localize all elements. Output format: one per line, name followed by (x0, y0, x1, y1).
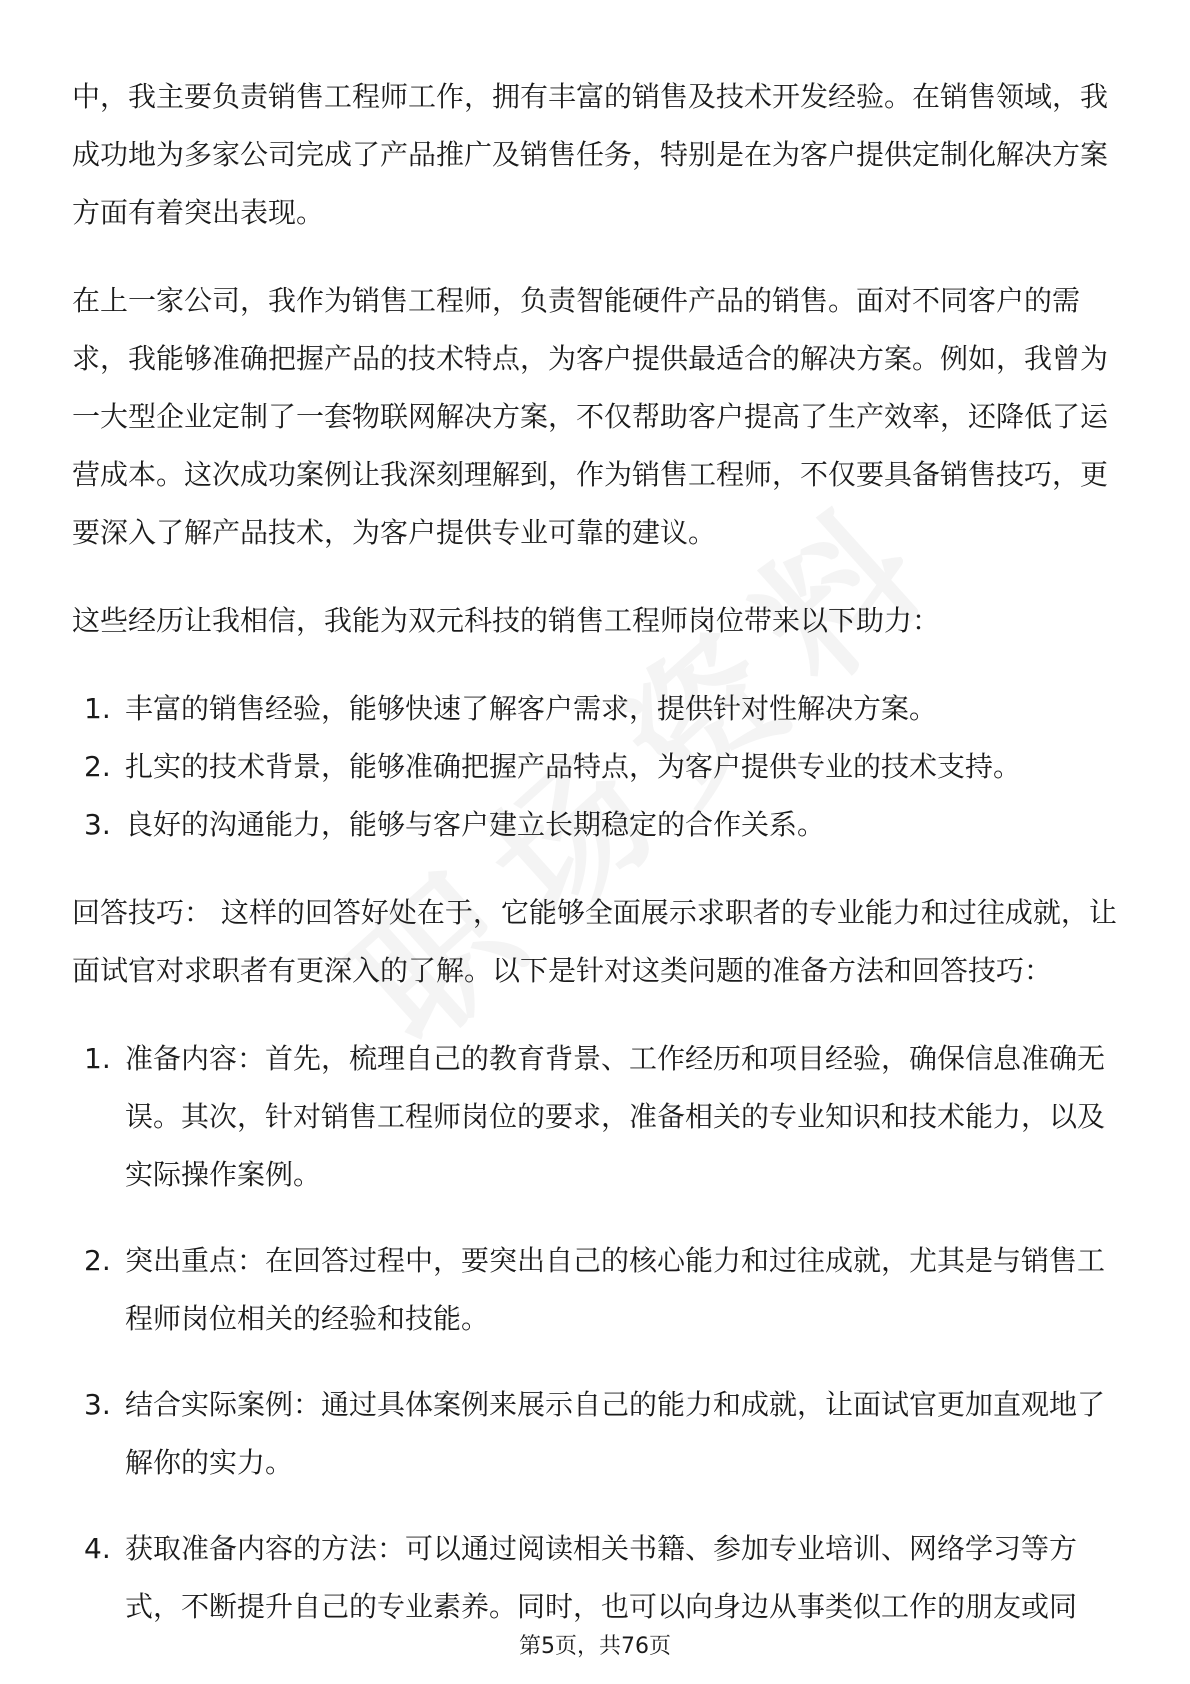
list-item (72, 1520, 1122, 1636)
list-text: 获取准备内容的方法：可以通过阅读相关书籍、参加专业培训、网络学习等方式，不断提升自己的专业素养。同时，也可以向身边从事类似工作的朋友或同 (125, 1532, 1078, 1623)
paragraph-experience: 中，我主要负责销售工程师工作，拥有丰富的销售及技术开发经验。在销售领域，我成功地为多家公司完成了产品推广及销售任务，特别是在为客户提供定制化解决方案方面有着突出表现。 (72, 80, 1109, 229)
list-item (72, 738, 1122, 796)
list-number: 3. (84, 808, 111, 841)
list-number: 4. (84, 1532, 111, 1565)
list-item (72, 1232, 1122, 1348)
list-text: 准备内容：首先，梳理自己的教育背景、工作经历和项目经验，确保信息准确无误。其次，针对销售工程师岗位的要求，准备相关的专业知识和技术能力，以及实际操作案例。 (125, 1042, 1106, 1191)
list-item (72, 1030, 1122, 1204)
list-text: 扎实的技术背景，能够准确把握产品特点，为客户提供专业的技术支持。 (125, 750, 1022, 783)
list-item (72, 796, 1122, 854)
contribution-list (72, 680, 1122, 854)
list-number: 1. (84, 692, 111, 725)
list-number: 1. (84, 1042, 111, 1075)
list-text: 良好的沟通能力，能够与客户建立长期稳定的合作关系。 (125, 808, 826, 841)
list-number: 2. (84, 750, 111, 783)
list-number: 3. (84, 1388, 111, 1421)
document-body (72, 68, 1122, 1666)
list-item (72, 680, 1122, 738)
list-text: 突出重点：在回答过程中，要突出自己的核心能力和过往成就，尤其是与销售工程师岗位相关的经验和技能。 (125, 1244, 1106, 1335)
tips-list (72, 1030, 1122, 1636)
list-text: 结合实际案例：通过具体案例来展示自己的能力和成就，让面试官更加直观地了解你的实力。 (125, 1388, 1106, 1479)
list-item (72, 1376, 1122, 1492)
paragraph-answer-tips: 回答技巧： 这样的回答好处在于，它能够全面展示求职者的专业能力和过往成就，让面试官对求职者有更深入的了解。以下是针对这类问题的准备方法和回答技巧： (72, 896, 1117, 987)
list-text: 丰富的销售经验，能够快速了解客户需求，提供针对性解决方案。 (125, 692, 938, 725)
page-number-footer: 第5页，共76页 (519, 1634, 671, 1659)
paragraph-contribution-intro: 这些经历让我相信，我能为双元科技的销售工程师岗位带来以下助力： (72, 604, 941, 637)
paragraph-previous-company: 在上一家公司，我作为销售工程师，负责智能硬件产品的销售。面对不同客户的需求，我能够准确把握产品的技术特点，为客户提供最适合的解决方案。例如，我曾为一大型企业定制了一套物联网解决方案，不仅帮助客户提高了生产效率，还降低了运营成本。这次成功案例让我深刻理解到，作为销售工程师，不仅要具备销售技巧，更要深入了解产品技术，为客户提供专业可靠的建议。 (72, 284, 1109, 549)
list-number: 2. (84, 1244, 111, 1277)
